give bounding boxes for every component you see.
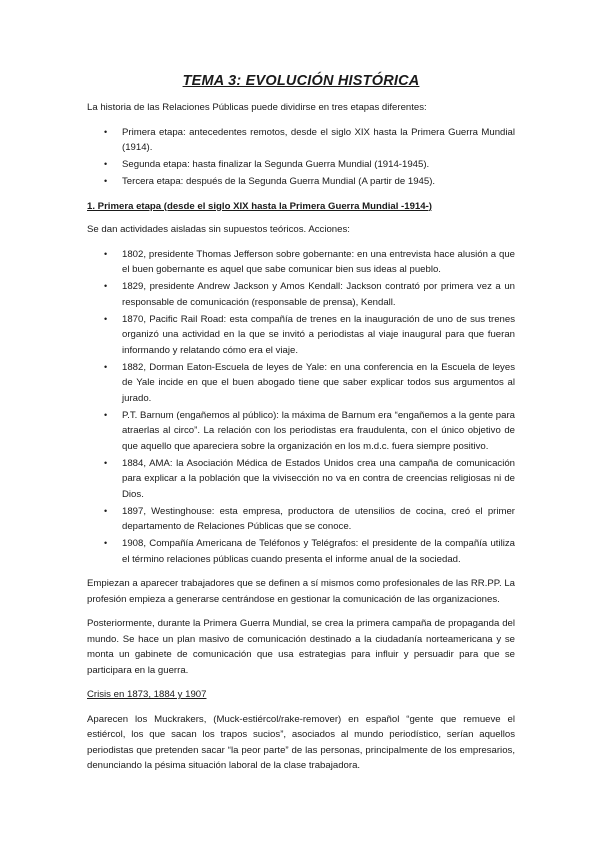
document-page xyxy=(87,72,515,783)
list-item xyxy=(87,536,515,567)
professionals-paragraph: Empiezan a aparecer trabajadores que se definen a sí mismos como profesionales de las RR.PP. La profesión empieza a generarse centrándose en gestionar la comunicación de las organizaciones. xyxy=(87,578,515,605)
section1-intro: Se dan actividades aisladas sin supuestos teóricos. Acciones: xyxy=(87,224,350,235)
list-item xyxy=(87,125,515,156)
bullet-icon: • xyxy=(104,409,108,420)
page-title: TEMA 3: EVOLUCIÓN HISTÓRICA xyxy=(182,73,420,89)
crisis-heading: Crisis en 1873, 1884 y 1907 xyxy=(87,689,207,700)
bullet-icon: • xyxy=(104,505,108,516)
list-item xyxy=(87,408,515,455)
bullet-icon: • xyxy=(104,313,108,324)
action-text: 1829, presidente Andrew Jackson y Amos Kendall: Jackson contrató por primera vez a un responsable de comunicación (responsable de prensa), Kendall. xyxy=(122,281,515,308)
action-text: 1882, Dorman Eaton-Escuela de leyes de Yale: en una conferencia en la Escuela de leyes de Yale incide en que el buen abogado tiene que saber explicar todos sus argumentos al jurado. xyxy=(122,361,515,404)
bullet-icon: • xyxy=(104,126,108,137)
action-text: P.T. Barnum (engañemos al público): la máxima de Barnum era “engañemos a la gente para atraerlas al circo”. La relación con los periodistas era fraudulenta, con el único objetivo de que aquello que apareciera sobre la organización en los m.d.c. fuera siempre positivo. xyxy=(122,409,515,452)
list-item xyxy=(87,312,515,359)
list-item xyxy=(87,360,515,407)
list-item xyxy=(87,174,515,190)
list-item xyxy=(87,456,515,503)
action-text: 1908, Compañía Americana de Teléfonos y Telégrafos: el presidente de la compañía utiliza el término relaciones públicas cuando presenta el informe anual de la sociedad. xyxy=(122,538,515,565)
bullet-icon: • xyxy=(104,159,108,169)
list-item xyxy=(87,504,515,535)
section1-heading: 1. Primera etapa (desde el siglo XIX hasta la Primera Guerra Mundial -1914-) xyxy=(87,200,432,212)
list-item xyxy=(87,247,515,278)
action-text: 1870, Pacific Rail Road: esta compañía de trenes en la inauguración de uno de sus trenes organizó una actividad en la que se invitó a periodistas al viaje inaugural para que fueran informando y relatando cómo era el viaje. xyxy=(122,313,515,356)
bullet-icon: • xyxy=(104,248,108,259)
bullet-icon: • xyxy=(104,538,108,548)
stage-text: Primera etapa: antecedentes remotos, desde el siglo XIX hasta la Primera Guerra Mundial (1914). xyxy=(122,126,515,153)
muckrakers-paragraph: Aparecen los Muckrakers, (Muck-estiércol/rake-remover) en español “gente que remueve el estiércol, los que sacan los trapos sucios”, asociados al mundo periodístico, serían aquellos periodistas que pretenden sacar “la peor parte” de las personas, principalmente de los empresarios, denunciando la pésima situación laboral de la clase trabajadora. xyxy=(87,713,515,771)
bullet-icon: • xyxy=(104,281,108,291)
bullet-icon: • xyxy=(104,176,108,186)
action-text: 1897, Westinghouse: esta empresa, productora de utensilios de cocina, creó el primer departamento de Relaciones Públicas que se conoce. xyxy=(122,505,515,532)
action-text: 1802, presidente Thomas Jefferson sobre gobernante: en una entrevista hace alusión a que el buen gobernante es aquel que sabe comunicar bien sus ideas al pueblo. xyxy=(122,248,515,275)
intro-paragraph: La historia de las Relaciones Públicas puede dividirse en tres etapas diferentes: xyxy=(87,102,427,113)
bullet-icon: • xyxy=(104,457,108,468)
list-item xyxy=(87,279,515,310)
stage-text: Tercera etapa: después de la Segunda Guerra Mundial (A partir de 1945). xyxy=(122,176,436,187)
actions-list xyxy=(87,247,515,568)
stages-list xyxy=(87,125,515,190)
propaganda-paragraph: Posteriormente, durante la Primera Guerra Mundial, se crea la primera campaña de propaganda del mundo. Se hace un plan masivo de comunicación destinado a la ciudadanía norteamericana y se monta un gabinete de comunicación que usa estrategias para influir y persuadir para que se participara en la guerra. xyxy=(87,618,515,676)
action-text: 1884, AMA: la Asociación Médica de Estados Unidos crea una campaña de comunicación para explicar a la población que la vivisección no va en contra de creencias religiosas ni de Dios. xyxy=(122,457,515,500)
list-item xyxy=(87,157,515,173)
stage-text: Segunda etapa: hasta finalizar la Segunda Guerra Mundial (1914-1945). xyxy=(122,159,430,170)
bullet-icon: • xyxy=(104,361,108,372)
